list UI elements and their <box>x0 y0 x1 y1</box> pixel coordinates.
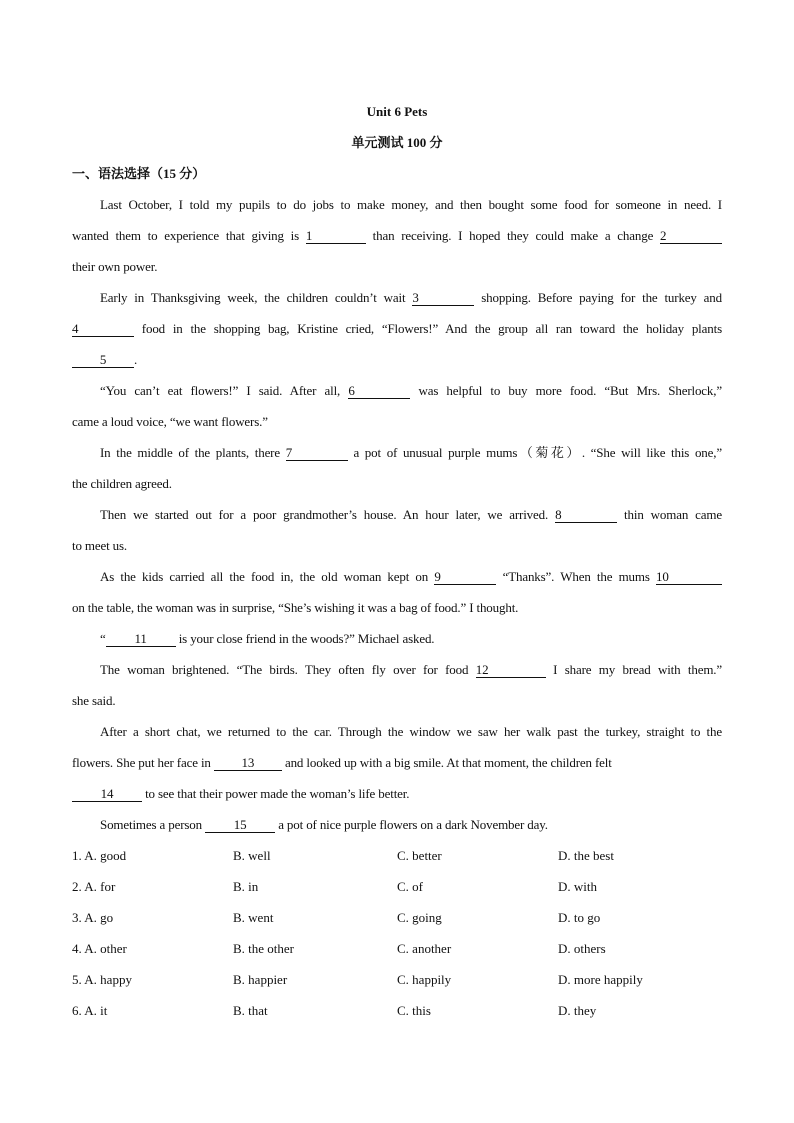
blank-2[interactable]: 2 <box>660 228 722 244</box>
blank-8[interactable]: 8 <box>555 507 617 523</box>
passage-text: to meet us. <box>72 538 128 553</box>
passage-text: is your close friend in the woods?” Michael asked. <box>175 631 435 646</box>
passage-text: “You can’t eat flowers!” I said. After all, <box>100 383 349 398</box>
option-d[interactable]: D. to go <box>558 910 601 925</box>
option-b[interactable]: B. happier <box>233 972 288 987</box>
passage-line <box>72 344 722 375</box>
option-b[interactable]: B. the other <box>233 941 295 956</box>
blank-9[interactable]: 9 <box>434 569 496 585</box>
passage-text: flowers. She put her face in <box>72 755 214 770</box>
page-subtitle: 单元测试 100 分 <box>351 135 443 150</box>
passage-text: . <box>134 352 138 367</box>
passage-text: Then we started out for a poor grandmother’s house. An hour later, we arrived. <box>100 507 556 522</box>
option-b[interactable]: B. that <box>233 1003 268 1018</box>
question-3-options <box>72 902 722 933</box>
blank-6[interactable]: 6 <box>348 383 410 399</box>
option-d[interactable]: D. more happily <box>558 972 643 987</box>
blank-1[interactable]: 1 <box>306 228 366 244</box>
passage-line <box>72 592 722 623</box>
blank-7[interactable]: 7 <box>286 445 348 461</box>
passage-text: Sometimes a person <box>100 817 206 832</box>
passage-text: and looked up with a big smile. At that moment, the children felt <box>281 755 612 770</box>
option-d[interactable]: D. they <box>558 1003 597 1018</box>
passage-text: a pot of unusual purple mums（菊花）. “She will like this one,” <box>347 445 722 460</box>
passage-line <box>72 313 722 344</box>
option-d[interactable]: D. others <box>558 941 606 956</box>
passage-line <box>72 623 722 654</box>
option-a[interactable]: 6. A. it <box>72 1003 108 1018</box>
option-c[interactable]: C. of <box>397 879 423 894</box>
blank-13[interactable]: 13 <box>214 755 282 771</box>
passage-line <box>72 530 722 561</box>
question-6-options <box>72 995 722 1026</box>
passage-text: In the middle of the plants, there <box>100 445 286 460</box>
blank-15[interactable]: 15 <box>205 817 275 833</box>
passage-text: was helpful to buy more food. “But Mrs. Sherlock,” <box>410 383 722 398</box>
passage-line <box>72 282 722 313</box>
option-b[interactable]: B. in <box>233 879 259 894</box>
passage-text: thin woman came <box>617 507 722 522</box>
passage-text: she said. <box>72 693 116 708</box>
option-a[interactable]: 3. A. go <box>72 910 114 925</box>
passage-line <box>72 375 722 406</box>
option-a[interactable]: 5. A. happy <box>72 972 132 987</box>
document-page <box>72 96 722 1026</box>
option-c[interactable]: C. another <box>397 941 452 956</box>
blank-14[interactable]: 14 <box>72 786 142 802</box>
option-c[interactable]: C. this <box>397 1003 431 1018</box>
passage-text: After a short chat, we returned to the car. Through the window we saw her walk past the turkey, straight to the <box>100 724 722 739</box>
passage-line <box>72 251 722 282</box>
page-title: Unit 6 Pets <box>366 104 428 119</box>
blank-11[interactable]: 11 <box>106 631 176 647</box>
passage-text: Last October, I told my pupils to do jobs to make money, and then bought some food for someone in need. I <box>100 197 722 212</box>
passage-line <box>72 437 722 468</box>
passage-line <box>72 189 722 220</box>
passage-line <box>72 809 722 840</box>
option-d[interactable]: D. with <box>558 879 597 894</box>
question-1-options <box>72 840 722 871</box>
passage-line <box>72 716 722 747</box>
passage-text: the children agreed. <box>72 476 172 491</box>
passage-line <box>72 561 722 592</box>
blank-3[interactable]: 3 <box>412 290 474 306</box>
passage <box>72 189 722 840</box>
blank-5[interactable]: 5 <box>72 352 134 368</box>
passage-text: a pot of nice purple flowers on a dark November day. <box>275 817 548 832</box>
passage-text: shopping. Before paying for the turkey and <box>474 290 722 305</box>
passage-text: “ <box>100 631 106 646</box>
blank-10[interactable]: 10 <box>656 569 722 585</box>
section-heading: 一、语法选择（15 分） <box>72 166 206 181</box>
question-4-options <box>72 933 722 964</box>
passage-text: to see that their power made the woman’s life better. <box>142 786 410 801</box>
passage-line <box>72 499 722 530</box>
passage-text: than receiving. I hoped they could make a change <box>365 228 660 243</box>
option-c[interactable]: C. better <box>397 848 442 863</box>
passage-text: on the table, the woman was in surprise, “She’s wishing it was a bag of food.” I thought. <box>72 600 519 615</box>
passage-text: As the kids carried all the food in, the old woman kept on <box>100 569 435 584</box>
option-b[interactable]: B. well <box>233 848 271 863</box>
option-a[interactable]: 2. A. for <box>72 879 116 894</box>
passage-line <box>72 468 722 499</box>
option-c[interactable]: C. happily <box>397 972 452 987</box>
option-b[interactable]: B. went <box>233 910 274 925</box>
question-2-options <box>72 871 722 902</box>
passage-text: “Thanks”. When the mums <box>496 569 657 584</box>
option-a[interactable]: 4. A. other <box>72 941 127 956</box>
blank-4[interactable]: 4 <box>72 321 134 337</box>
question-5-options <box>72 964 722 995</box>
passage-text: The woman brightened. “The birds. They often fly over for food <box>100 662 476 677</box>
passage-text: food in the shopping bag, Kristine cried, “Flowers!” And the group all ran toward the holiday plants <box>134 321 722 336</box>
option-c[interactable]: C. going <box>397 910 442 925</box>
passage-line <box>72 747 722 778</box>
passage-line <box>72 654 722 685</box>
passage-text: their own power. <box>72 259 158 274</box>
passage-text: wanted them to experience that giving is <box>72 228 306 243</box>
option-a[interactable]: 1. A. good <box>72 848 127 863</box>
passage-text: Early in Thanksgiving week, the children couldn’t wait <box>100 290 413 305</box>
passage-line <box>72 778 722 809</box>
passage-text: I share my bread with them.” <box>545 662 722 677</box>
option-d[interactable]: D. the best <box>558 848 614 863</box>
passage-line <box>72 685 722 716</box>
passage-line <box>72 406 722 437</box>
passage-text: came a loud voice, “we want flowers.” <box>72 414 268 429</box>
options-list <box>72 840 722 1026</box>
blank-12[interactable]: 12 <box>476 662 546 678</box>
passage-line <box>72 220 722 251</box>
